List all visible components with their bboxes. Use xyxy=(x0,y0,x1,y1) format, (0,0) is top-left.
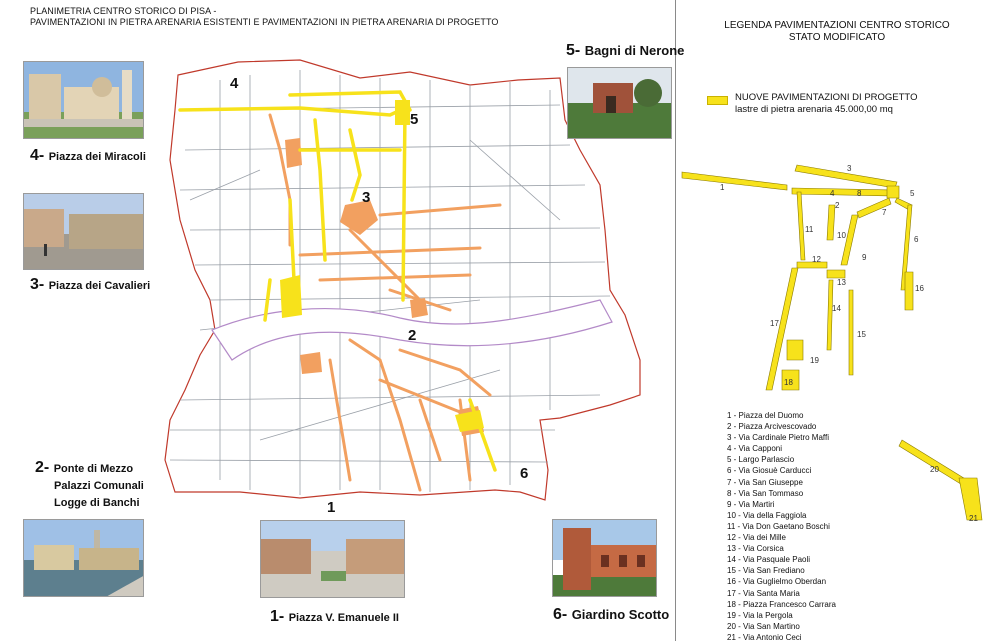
street-item: 1 - Piazza del Duomo xyxy=(727,411,804,420)
caption-text-line-3: Logge di Banchi xyxy=(54,497,140,509)
detail-label-6: 6 xyxy=(914,235,919,244)
street-item: 11 - Via Don Gaetano Boschi xyxy=(727,521,830,531)
map-marker-4: 4 xyxy=(230,75,239,92)
photo-piazza-dei-miracoli xyxy=(23,61,144,139)
street-item: 10 - Via della Faggiola xyxy=(727,510,807,520)
legend-title-line-1: LEGENDA PAVIMENTAZIONI CENTRO STORICO xyxy=(724,20,950,31)
street-item: 16 - Via Guglielmo Oberdan xyxy=(727,577,827,587)
map-title-line-2: PAVIMENTAZIONI IN PIETRA ARENARIA ESISTENTI E PAVIMENTAZIONI IN PIETRA ARENARIA DI PROGETTO xyxy=(30,17,499,27)
caption-text: Piazza dei Miracoli xyxy=(48,151,146,163)
caption-piazza-dei-cavalieri xyxy=(30,276,150,294)
street-item: 9 - Via Martiri xyxy=(727,499,775,509)
detail-label-16: 16 xyxy=(915,284,924,293)
caption-text: Piazza V. Emanuele II xyxy=(288,612,399,624)
street-item: 19 - Via la Pergola xyxy=(727,610,793,620)
detail-label-18: 18 xyxy=(784,378,793,387)
street-item: 21 - Via Antonio Ceci xyxy=(727,632,802,641)
map-marker-2: 2 xyxy=(408,327,417,344)
detail-label-13: 13 xyxy=(837,278,846,287)
caption-number: 1- xyxy=(270,608,285,625)
street-item: 15 - Via San Frediano xyxy=(727,566,805,576)
photo-piazza-vittorio-emanuele xyxy=(260,520,405,598)
street-item: 17 - Via Santa Maria xyxy=(727,588,800,598)
detail-label-1: 1 xyxy=(720,183,725,192)
caption-ponte-di-mezzo xyxy=(35,460,144,511)
detail-label-17: 17 xyxy=(770,319,779,328)
caption-text-line-2: Palazzi Comunali xyxy=(54,480,144,492)
photo-giardino-scotto xyxy=(552,519,657,597)
caption-number: 5- xyxy=(566,42,581,59)
detail-label-15: 15 xyxy=(857,330,866,339)
street-item: 5 - Largo Parlascio xyxy=(727,455,795,465)
caption-text-line-1: Ponte di Mezzo xyxy=(53,463,134,475)
detail-label-14: 14 xyxy=(832,304,841,313)
map-marker-6: 6 xyxy=(520,465,529,482)
photo-piazza-dei-cavalieri xyxy=(23,193,144,270)
detail-label-9: 9 xyxy=(862,253,867,262)
map-marker-3: 3 xyxy=(362,189,371,206)
detail-label-21: 21 xyxy=(969,514,978,523)
caption-number: 6- xyxy=(553,606,568,623)
detail-label-5: 5 xyxy=(910,189,915,198)
street-item: 3 - Via Cardinale Pietro Maffi xyxy=(727,433,829,443)
detail-label-11: 11 xyxy=(805,225,814,234)
legend-item-label: NUOVE PAVIMENTAZIONI DI PROGETTO xyxy=(735,92,918,103)
legend-title-line-2: STATO MODIFICATO xyxy=(788,32,886,43)
street-item: 4 - Via Capponi xyxy=(727,444,782,454)
detail-label-19: 19 xyxy=(810,356,819,365)
detail-label-7: 7 xyxy=(882,208,887,217)
street-item: 18 - Piazza Francesco Carrara xyxy=(727,599,836,609)
caption-piazza-dei-miracoli xyxy=(30,147,146,165)
street-item: 8 - Via San Tommaso xyxy=(727,488,804,498)
detail-label-12: 12 xyxy=(812,255,821,264)
map-marker-5: 5 xyxy=(410,111,419,128)
detail-label-8: 8 xyxy=(857,189,862,198)
caption-number: 3- xyxy=(30,276,45,293)
caption-number: 2- xyxy=(35,459,50,476)
caption-giardino-scotto xyxy=(553,606,669,624)
photo-bagni-di-nerone xyxy=(567,67,672,139)
caption-piazza-vittorio-emanuele xyxy=(270,608,399,626)
caption-number: 4- xyxy=(30,147,45,164)
caption-text: Piazza dei Cavalieri xyxy=(48,280,151,292)
map-title-line-1: PLANIMETRIA CENTRO STORICO DI PISA - xyxy=(30,6,217,16)
street-item: 12 - Via dei Mille xyxy=(727,533,786,543)
legend-item-detail: lastre di pietra arenaria 45.000,00 mq xyxy=(735,104,893,115)
street-item: 7 - Via San Giuseppe xyxy=(727,477,803,487)
map-marker-1: 1 xyxy=(327,499,336,516)
detail-label-3: 3 xyxy=(847,164,852,173)
photo-ponte-di-mezzo xyxy=(23,519,144,597)
street-item: 20 - Via San Martino xyxy=(727,621,800,631)
detail-label-4: 4 xyxy=(830,189,835,198)
detail-label-20: 20 xyxy=(930,465,939,474)
new-paving-detail-map xyxy=(677,0,1000,641)
detail-label-2: 2 xyxy=(835,201,840,210)
caption-bagni-di-nerone xyxy=(566,42,684,60)
caption-text: Giardino Scotto xyxy=(571,607,670,622)
detail-label-10: 10 xyxy=(837,231,846,240)
street-item: 14 - Via Pasquale Paoli xyxy=(727,555,811,565)
street-item: 2 - Piazza Arcivescovado xyxy=(727,422,817,432)
street-item: 13 - Via Corsica xyxy=(727,544,784,554)
caption-text: Bagni di Nerone xyxy=(584,43,685,58)
street-item: 6 - Via Giosuè Carducci xyxy=(727,466,812,476)
